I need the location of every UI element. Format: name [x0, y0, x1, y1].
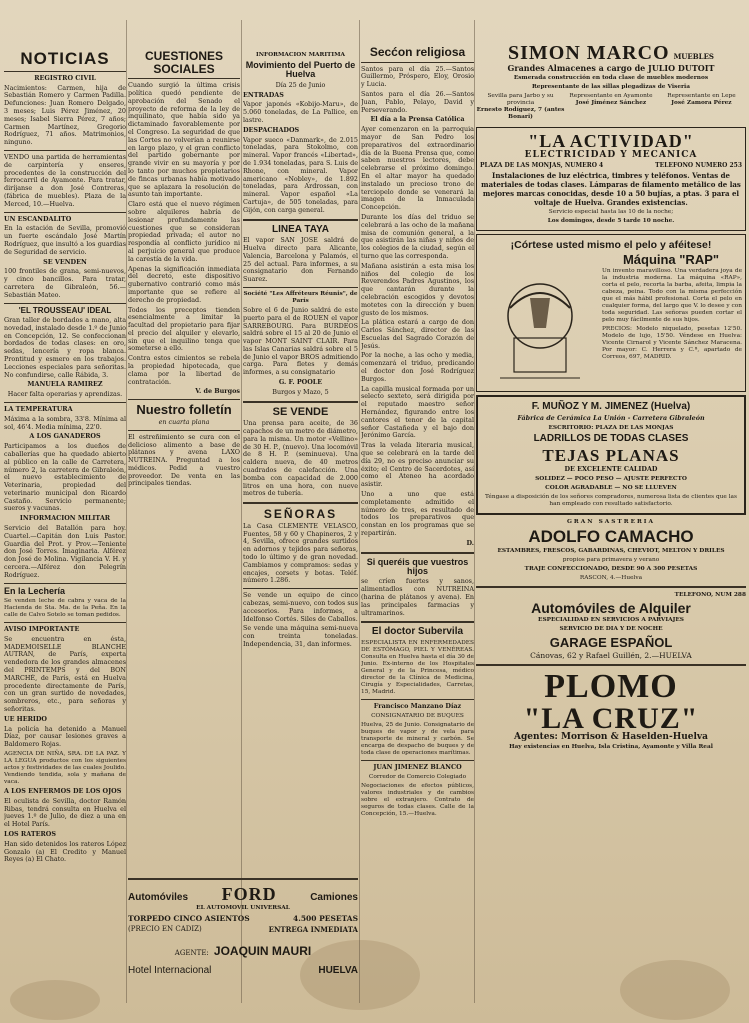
simon-muebles: MUEBLES — [673, 52, 714, 61]
divider — [128, 399, 240, 400]
munoz-footer: Téngase a disposición de los señores compradores, numerosa lista de clientes que las han empleado con resultado satisfactorio. — [485, 493, 737, 507]
nutreina-title: Si queréis que vuestros hijos — [366, 556, 469, 577]
enfermos-title: A LOS ENFERMOS DE LOS OJOS — [4, 787, 122, 796]
se-venden-title: SE VENDEN — [43, 257, 87, 266]
rap-ad — [476, 234, 746, 393]
herido-title: UE HERIDO — [4, 714, 47, 723]
maritima-kicker: INFORMACION MARITIMA — [256, 52, 345, 58]
aviso-title: AVISO IMPORTANTE — [4, 625, 80, 634]
garage-title: GARAGE ESPAÑOL — [549, 635, 673, 651]
folletin-title: Nuestro folletín — [136, 402, 232, 418]
simon-marco-title: SIMON MARCO — [508, 42, 670, 64]
divider — [4, 150, 126, 151]
lecheria-title: En la Lechería — [4, 585, 66, 596]
ford-brand: FORD — [221, 884, 277, 904]
simon-agent: Sevilla para Jarbo y su provincia Ernesto Rodíguez, 7 (antes Bonari) — [476, 92, 565, 120]
auto-phone: TELEFONO, NUM 288 — [674, 591, 746, 598]
plomo-agents: Agentes: Morrison & Haselden-Huelva — [514, 731, 708, 742]
ford-agent-label: AGENTE: — [174, 949, 209, 957]
subervila-title: El doctor Subervila — [371, 626, 464, 638]
divider — [4, 71, 126, 72]
divider — [4, 303, 126, 304]
agencia-text: AGENCIA DE NIÑA, SRA. DE LA PAZ. Y LA LEGUA productos con los siguientes actos y festividades de las cuales Joulido. Vendiendo tendida, sola y mañana de vaca. — [4, 751, 126, 786]
se-vende-text: Una prensa para aceite, de 36 capachos de un metro de diámetro, para la misma. Un motor «Vellino» de 30 H. P., (nuevo). Una locomóvil de 8 H. P. (seminueva). Una caldera nueva, de 40 metros cuadrados de calefacción. Una bomba con capacidad de 2.000 litros en una hora, con nueve metros de tubería. — [243, 419, 358, 498]
trousseau-footer: Hacer falta operarias y aprendizas. — [7, 390, 123, 399]
divider — [128, 78, 240, 79]
munoz-line-4: SOLIDEZ — POCO PESO — AJUSTE PERFECTO — [535, 475, 687, 482]
ford-agent: JOAQUIN MAURI — [213, 944, 312, 958]
sastreria-text-1: ESTAMBRES, FRESCOS, GABARDINAS, CHEVIOT, MELTON Y DRILES — [497, 547, 725, 554]
divider — [361, 760, 474, 761]
temperatura-title: LA TEMPERATURA — [4, 404, 73, 413]
sastreria-text-2: propios para primavera y verano — [562, 556, 660, 563]
simon-text-1: Esmerada construcción en toda clase de muebles modernos — [513, 74, 709, 81]
actividad-sub: ELECTRICIDAD Y MECANICA — [524, 149, 698, 160]
divider — [128, 430, 240, 431]
cuestiones-signature: V. de Burgos — [195, 387, 240, 396]
divider — [243, 287, 358, 288]
religiosa-title: Secćon religiosa — [369, 45, 466, 59]
ford-ad — [128, 874, 358, 1018]
se-vende-title: SE VENDE — [272, 405, 329, 418]
simon-agent: Representante en Ayamonte José Jiménez Sánchez — [569, 92, 653, 106]
religiosa-text-8: Uno a uno que está completamente admitido el número de tres, es resultado de todos los preparativos que constan en los programas que se repartirán. — [361, 490, 474, 538]
ganaderos-text: Participamos a los dueños de caballerías que ha quedado abierto al público en la calle de Carretera, número 2, la carretera de Gibraleón, el nuevo establecimiento de Veterinaria, propiedad del veterinario municipal don Ricardo Castaño. Servicio permanente; sueros y vacunas. — [4, 442, 126, 513]
column-rule — [474, 20, 475, 1003]
religiosa-text-2: Durante los días del triduo se celebrará a las ocho de la mañana misa de comunión general, a la que asistirán las niñas y niños de los colegios de la ciudad, según el turno que las corresponda. — [361, 212, 474, 260]
temperatura-text: Máxima a la sombra, 33'8. Mínima al sol, 46'4. Media mínima, 22'0. — [4, 414, 126, 431]
divider — [243, 588, 358, 589]
senoras-title: SEÑORAS — [263, 507, 338, 522]
sastreria-text-3: TRAJE CONFECCIONADO, DESDE 90 A 300 PESETAS — [524, 565, 698, 572]
column-informacion-maritima — [243, 0, 358, 873]
column-noticias — [4, 0, 126, 1023]
se-venden-text: 100 frontiles de grana, semi-nuevos, y cinco bancillos. Para tratar, carretera de Gibraleón, 56.—Sebastián Mateo. — [4, 267, 126, 299]
folletin-subtitle: en cuarta plana — [158, 417, 210, 426]
rap-text: Un invento maravilloso. Una verdadera joya de la industria moderna. La máquina «RAP», corta el pelo, recorta la barba, afeita, limpia la cabeza, peina. Todo con la misma perfección que el más hábil profesional. Corta el pelo en cualquier forma, del largo que V. lo desee y con toda seguridad. Las señoras pueden cortar el pelo muy fácilmente de sus hijos. — [602, 268, 742, 324]
entradas-text: Vapor japonés «Kobijo-Maru», de 5.060 toneladas, de La Pallice, en lastre. — [243, 100, 358, 125]
divider — [4, 402, 126, 403]
sastreria-address: RASCON, 4.—Huelva — [579, 574, 643, 581]
militar-title: INFORMACION MILITAR — [19, 514, 111, 523]
ford-left: Automóviles — [128, 892, 189, 903]
divider — [4, 622, 126, 623]
munoz-office: ESCRITORIO: PLAZA DE LAS MONJAS — [548, 424, 674, 431]
despachados-title: DESPACHADOS — [243, 125, 300, 134]
manzano-text: Huelva, 25 de Junio. Consignatario de buques de vapor y de vela para transporte de mineral y carbón. Se encarga de despacho de buques y de toda clase de operaciones marítimas. — [361, 721, 474, 756]
plomo-title-2: "LA CRUZ" — [523, 701, 699, 735]
divider — [361, 62, 474, 63]
sastreria-kicker: GRAN SASTRERIA — [566, 518, 656, 525]
auto-title: Automóviles de Alquiler — [531, 599, 691, 616]
divider — [476, 586, 746, 588]
trousseau-signature: MANUELA RAMIREZ — [27, 380, 103, 389]
simon-text-2: Representante de las sillas plegadizas de Viseria — [531, 83, 691, 90]
linea-taya-text: El vapor SAN JOSE saldrá de Huelva directo para Alicante, Valencia, Barcelona y Palamós, el 25 del actual. Para informes, a su consignatario don Fernando Suarez. — [243, 236, 358, 284]
religiosa-text-6: La capilla musical formada por un selecto sexteto, será dirigida por el reputado maestro señor Hernández, figurando entre los cantores el tenor de la capital señor Castañeda y el bajo don Jerónimo García. — [361, 384, 474, 440]
munoz-line-1: LADRILLOS DE TODAS CLASES — [533, 432, 689, 444]
divider — [243, 502, 358, 504]
rap-machine: Máquina "RAP" — [622, 251, 720, 267]
nutreina-text: se críen fuertes y sanos, alimentadlos con NUTREINA (harina de plátanos y avena). En las principales farmacias y ultramarinos. — [361, 577, 474, 617]
column-advertisements — [476, 0, 746, 1023]
escandalito-title: UN ESCANDALITO — [4, 214, 72, 223]
cuestiones-text-4: Todos los preceptos tienden esencialmente a limitar la facultad del propietario para fijar el precio del alquiler y elevarlo, sin que el inquilino tenga que someterse a ello. — [128, 305, 240, 353]
garage-address: Cánovas, 62 y Rafael Guillén, 2.—HUELVA — [530, 651, 692, 661]
divider — [4, 583, 126, 584]
cuestiones-title: CUESTIONES SOCIALES — [144, 49, 223, 76]
cuestiones-text-1: Cuando surgió la última crisis política quedó pendiente de aprobación del Senado el proyecto de reforma de la ley de inquilinato, que había sido ya dictaminado favorablemente por el Congreso. La seguridad de que las Cortes no volverían a reunirse en largo plazo, y el gran conflicto del partido gobernante por grande vivir en su mayoría y por lo tanto por muchos propietarios de fincas urbanas había motivado que se aplazara la resolución de asunto tan importante. — [128, 81, 240, 199]
vendo-text: VENDO una partida de herramientas de carpintería y enseres, procedentes de la construcción del ferrocarril de Ayamonte. Para tratar, diríjanse a don José Contreras, (fábrica de muebles). Plaza de la Merced, 10.—Huelva. — [4, 153, 126, 208]
prensa-title: El día a la Prensa Católica — [370, 115, 465, 124]
religiosa-text-4: La plática estará a cargo de don Carlos Sánchez, director de las Escuelas del Sagrado Corazón de Jesús. — [361, 318, 474, 350]
rap-price: PRECIOS: Modelo niquelado, pesetas 12'50. Modelo de lujo, 15'50. Véndese en Huelva: Vicente Cirnarol y Vicente Sánchez Maracena. Por mayor: C. Herrera y C.ª, apartado de Correos, 697, MADRID. — [602, 326, 742, 361]
auto-sub: ESPECIALIDAD EN SERVICIOS A PARVIAJES — [538, 617, 684, 624]
actividad-title: "LA ACTIVIDAD" — [528, 130, 694, 151]
column-rule — [359, 20, 360, 1003]
puerto-date: Día 25 de Junio — [275, 80, 326, 89]
divider — [128, 878, 358, 880]
munoz-line-2: TEJAS PLANAS — [542, 446, 680, 466]
religiosa-text-3: Mañana asistirán a esta misa los niños del colegio de los Reverendos Padres Agustinos, los que cantarán durante la celebración escogidos y devotos motetes con la dirección y buen gusto de los mismos. — [361, 261, 474, 317]
sastreria-title: ADOLFO CAMACHO — [528, 526, 694, 546]
simon-sub: Grandes Almacenes a cargo de JULIO DUTOIT — [507, 63, 715, 73]
column-seccion-religiosa — [361, 0, 474, 1023]
ford-right: Camiones — [310, 892, 358, 903]
santos-1: Santos para el día 25.—Santos Guillermo, Próspero, Eloy, Orosio y Lucia. — [361, 64, 474, 89]
divider — [243, 219, 358, 221]
munoz-sub: Fábrica de Cerámica La Unión - Carretera Gibraleón — [517, 413, 705, 422]
religiosa-text-5: Por la noche, a las ocho y media, comenzará el triduo, predicando el doctor don José Rodríguez Burgos. — [361, 351, 474, 383]
divider — [361, 621, 474, 623]
militar-text: Servicio del Batallón para hoy. Cuartel.—Capitán don Luis Pastor. Guardia del Prot. y Prov.—Teniente don José Torres. Imaginaria. Alférez don José de Molina. Vigilancia V. H. y cercera.—Alférez don Pelegrín Rodríguez. — [4, 524, 126, 579]
plomo-title-1: PLOMO — [544, 667, 678, 705]
divider — [476, 664, 746, 666]
ford-note-right: ENTREGA INMEDIATA — [268, 925, 358, 934]
la-actividad-ad — [476, 127, 746, 231]
societe-signature: G. F. POOLE — [278, 378, 323, 387]
actividad-text: Instalaciones de luz eléctrica, timbres y teléfonos. Ventas de materiales de todas clases. Lámparas de filamento metálico de las mejores marcas conocidas, desde 10 a 50 bujías, a ptas. 3 para el voltaje de Huelva. Grandes existencias. — [481, 170, 741, 207]
ford-note-left: (PRECIO EN CADIZ) — [128, 925, 202, 933]
jimenez-text: Negociaciones de efectos públicos, valores industriales y de cambios sobre el extranjero. Contrato de seguros de todas clases. Calle de la Concepción, 15.—Huelva. — [361, 782, 474, 817]
linea-taya-title: LINEA TAYA — [271, 223, 330, 235]
munoz-title: F. MUÑOZ Y M. JIMENEZ (Huelva) — [531, 401, 691, 413]
lecheria-text: Se venden leche de cabra y vaca de la Hacienda de Sta. Ma. de la Peña. En la calle de Calvo Sotelo se toman pedidos. — [4, 598, 126, 619]
divider — [361, 552, 474, 554]
maquina-text: Se vende una máquina semi-nueva con treinta toneladas. Independencia, 31, dan informes. — [243, 624, 358, 648]
trousseau-text: Gran taller de bordados a mano, alta novedad, instalado desde 1.º de Junio en Concepción, 12. Se confeccionan bordados de todas clases: en oro, sedas, lencería y ropa blanca. Prontitud y esmero en los trabajos. Lecciones especiales para señoritas. No confundirse, calle Rábida, 3. — [4, 315, 126, 379]
simon-agent: Representante en Lepe José Zamora Pérez — [667, 92, 736, 106]
subervila-text: ESPECIALISTA EN ENFERMEDADES DE ESTÓMAGO, PIEL Y VENÉREAS. Consulta en Huelva hasta el día 30 de Junio. Ex-interno de los Hospitales General y de la Princesa, médico director de la Clínica de Medicina, Cirugía y Especialidades, Carretas, 15, Madrid. — [361, 639, 474, 695]
rap-illustration — [480, 268, 598, 388]
divider — [243, 401, 358, 403]
ford-hotel: Hotel Internacional — [128, 965, 212, 976]
ford-sub: EL AUTOMOVIL UNIVERSAL — [196, 905, 290, 911]
plomo-text: Hay existencias en Huelva, Isla Cristina, Ayamonte y Villa Real — [509, 743, 713, 750]
ganaderos-title: A LOS GANADEROS — [29, 432, 101, 441]
simon-agents — [476, 93, 746, 121]
noticias-title: NOTICIAS — [20, 49, 110, 68]
aviso-text: Se encuentra en ésta, MADEMOISELLE BLANCHE AUTRAN, de París, experta vendedora de los grandes almacenes del PRINTEMPS y del BON MARCHÉ, de París, está en Huelva procedente directamente de París, con un gran surtido de novedades, sombreros, etc., para señoras y señoritas. — [4, 634, 126, 714]
actividad-service-2: Los domingos, desde 5 tarde 10 noche. — [547, 217, 675, 224]
rateros-text: Han sido detenidos los rateros López Gonzalo (a) El Credito y Manuel Reyes (a) El Chato. — [4, 839, 126, 864]
senoras-text: La Casa CLEMENTE VELASCO, Fuentes, 58 y 60 y Chapineros, 2 y 4, Sevilla, ofrece grandes surtidos en adornos y tejidos para señoras, todo lo último y de gran novedad. Cambiamos y compramos: sedas y encajes, corsets y botas. Teléf. número 1.286. — [243, 521, 358, 585]
munoz-jimenez-ad — [476, 395, 746, 515]
munoz-line-3: DE EXCELENTE CALIDAD — [564, 465, 658, 474]
puerto-title: Movimiento del Puerto de Huelva — [245, 60, 356, 80]
religiosa-signature: D. — [466, 538, 474, 547]
jimenez-sub: Corredor de Comercio Colegiado — [368, 773, 467, 780]
ford-city: HUELVA — [318, 965, 358, 976]
societe-text: Sobre el 6 de Junio saldrá de este puerto para el de ROUEN el vapor SARREBOURG. Para BURDEOS saldrá sobre el 15 al 20 de Junio el vapor MONT SAINT CLAIR. Para las Islas Canarias saldrá sobre el 5 de Junio el vapor BROS admitiendo carga. Para fletes y demás informes, a su consignatario — [243, 305, 358, 377]
escandalito-text: En la estación de Sevilla, promovió un fuerte escándalo José Martín Rodríguez, que insultó a los guardias de Seguridad de servicio. — [4, 224, 126, 256]
rateros-title: LOS RATEROS — [4, 830, 56, 839]
cuestiones-text-2: Claro está que el nuevo régimen sobre alquileres habría de lesionar profundamente las cuestiones que se consideran propiedad privada; el autor no respondía al conflicto jurídico ni al perjuicio general que produce la carestía de la vida. — [128, 200, 240, 263]
herido-text: La policía ha detenido a Manuel Díaz, por causar lesiones graves a Baldomero Rojas. — [4, 724, 126, 749]
column-cuestiones-sociales — [128, 0, 240, 873]
societe-title: Société "Les Affréteurs Réunis", de París — [243, 290, 358, 304]
societe-address: Burgos y Mazo, 5 — [272, 387, 329, 396]
auto-service: SERVICIO DE DIA Y DE NOCHE — [559, 626, 663, 633]
santos-2: Santos para el día 26.—Santos Juan, Pablo, Pelayo, David y Perseverando. — [361, 89, 474, 114]
cuestiones-text-3: Apenas la significación inmediata del decreto, este dispositivo gubernativo contrarió como más importante que se refiere al derecho de propiedad. — [128, 264, 240, 304]
registro-title: REGISTRO CIVIL — [34, 73, 96, 82]
column-rule — [126, 20, 127, 1003]
despachados-text: Vapor sueco «Danmark», de 2.015 toneladas, para Stokolmo, con mineral. Vapor francés «Libertad», de 1.934 toneladas, para S. Luis de Rhone, con mineral. Vapor americano «Nobley», de 1.892 toneladas, para Ardrossan, con mineral. Vapor español «La Cartuja», de 505 toneladas, para Gijón, con carga general. — [243, 135, 358, 214]
ford-price: 4.500 PESETAS — [293, 914, 358, 923]
cuestiones-text-5: Contra estos cimientos se rebela la propiedad hipotecada, que clama por la libertad de contratación. — [128, 354, 240, 386]
registro-text: Nacimientos: Carmen, hija de Sebastián Romero y Carmen Padilla. Defunciones: Juan Romero Delgado, 3 meses; Luis Pérez Jiménez, 20 meses; Isabel Sierra Pérez, 7 años; Carmen Martínez, Gregorio Rodríguez, 71 años. Matrimonios, ninguno. — [4, 83, 126, 147]
trousseau-title: 'EL TROUSSEAU' IDEAL — [18, 305, 112, 315]
hair-clipper-icon — [480, 268, 598, 388]
actividad-service-1: Servicio especial hasta las 10 de la noche; — [548, 208, 674, 215]
enfermos-text: El oculista de Sevilla, doctor Ramón Ribas, tendrá consulta en Huelva el jueves 1.º de Julio, de diez a una en el Hotel París. — [4, 796, 126, 829]
prensa-text: Ayer comenzaron en la parroquia mayor de San Pedro los preparativos del extraordinario día de la Buena Prensa que, como saben nuestros lectores, debe celebrarse el próximo domingo. En el altar mayor ha quedado instalado un precioso trono de terciopelo donde se venerará la imagen de la Inmaculada Concepción. — [361, 125, 474, 212]
divider — [361, 699, 474, 700]
column-rule — [241, 20, 242, 1003]
munoz-line-5: COLOR AGRADABLE — NO SE LLUEVEN — [545, 484, 677, 491]
actividad-address: PLAZA DE LAS MONJAS, NUMERO 4 — [480, 161, 604, 169]
religiosa-text-7: Tras la velada literaria musical, que se celebrará en la tarde del día 29, no es preciso anunciar su éxito; el Centro de Sacerdotes, así como el Ateneo ha acordado asistir. — [361, 441, 474, 489]
rap-title: ¡Córtese usted mismo el pelo y aféitese! — [510, 238, 712, 251]
actividad-phone: TELEFONO NUMERO 253 — [655, 161, 742, 169]
entradas-title: ENTRADAS — [243, 90, 284, 99]
ford-model: TORPEDO CINCO ASIENTOS — [128, 914, 250, 923]
divider — [4, 212, 126, 213]
jimenez-title: JUAN JIMENEZ BLANCO — [373, 762, 462, 771]
manzano-sub: CONSIGNATARIO DE BUQUES — [371, 712, 464, 719]
manzano-title: Francisco Manzano Díaz — [373, 701, 462, 710]
laxo-nutreina-text: El estreñimiento se cura con el delicioso alimento a base de plátanos y avena LAXO NUTREINA. Preguntad a los médicos. Pedid a vuestro proveedor. De venta en las principales tiendas. — [128, 432, 240, 488]
equipo-text: Se vende un equipo de cinco cabezas, semi-nuevo, con todos sus accesorios. Para informes, a Idelfonso Cortés. Siles de Caballos. — [243, 591, 358, 623]
